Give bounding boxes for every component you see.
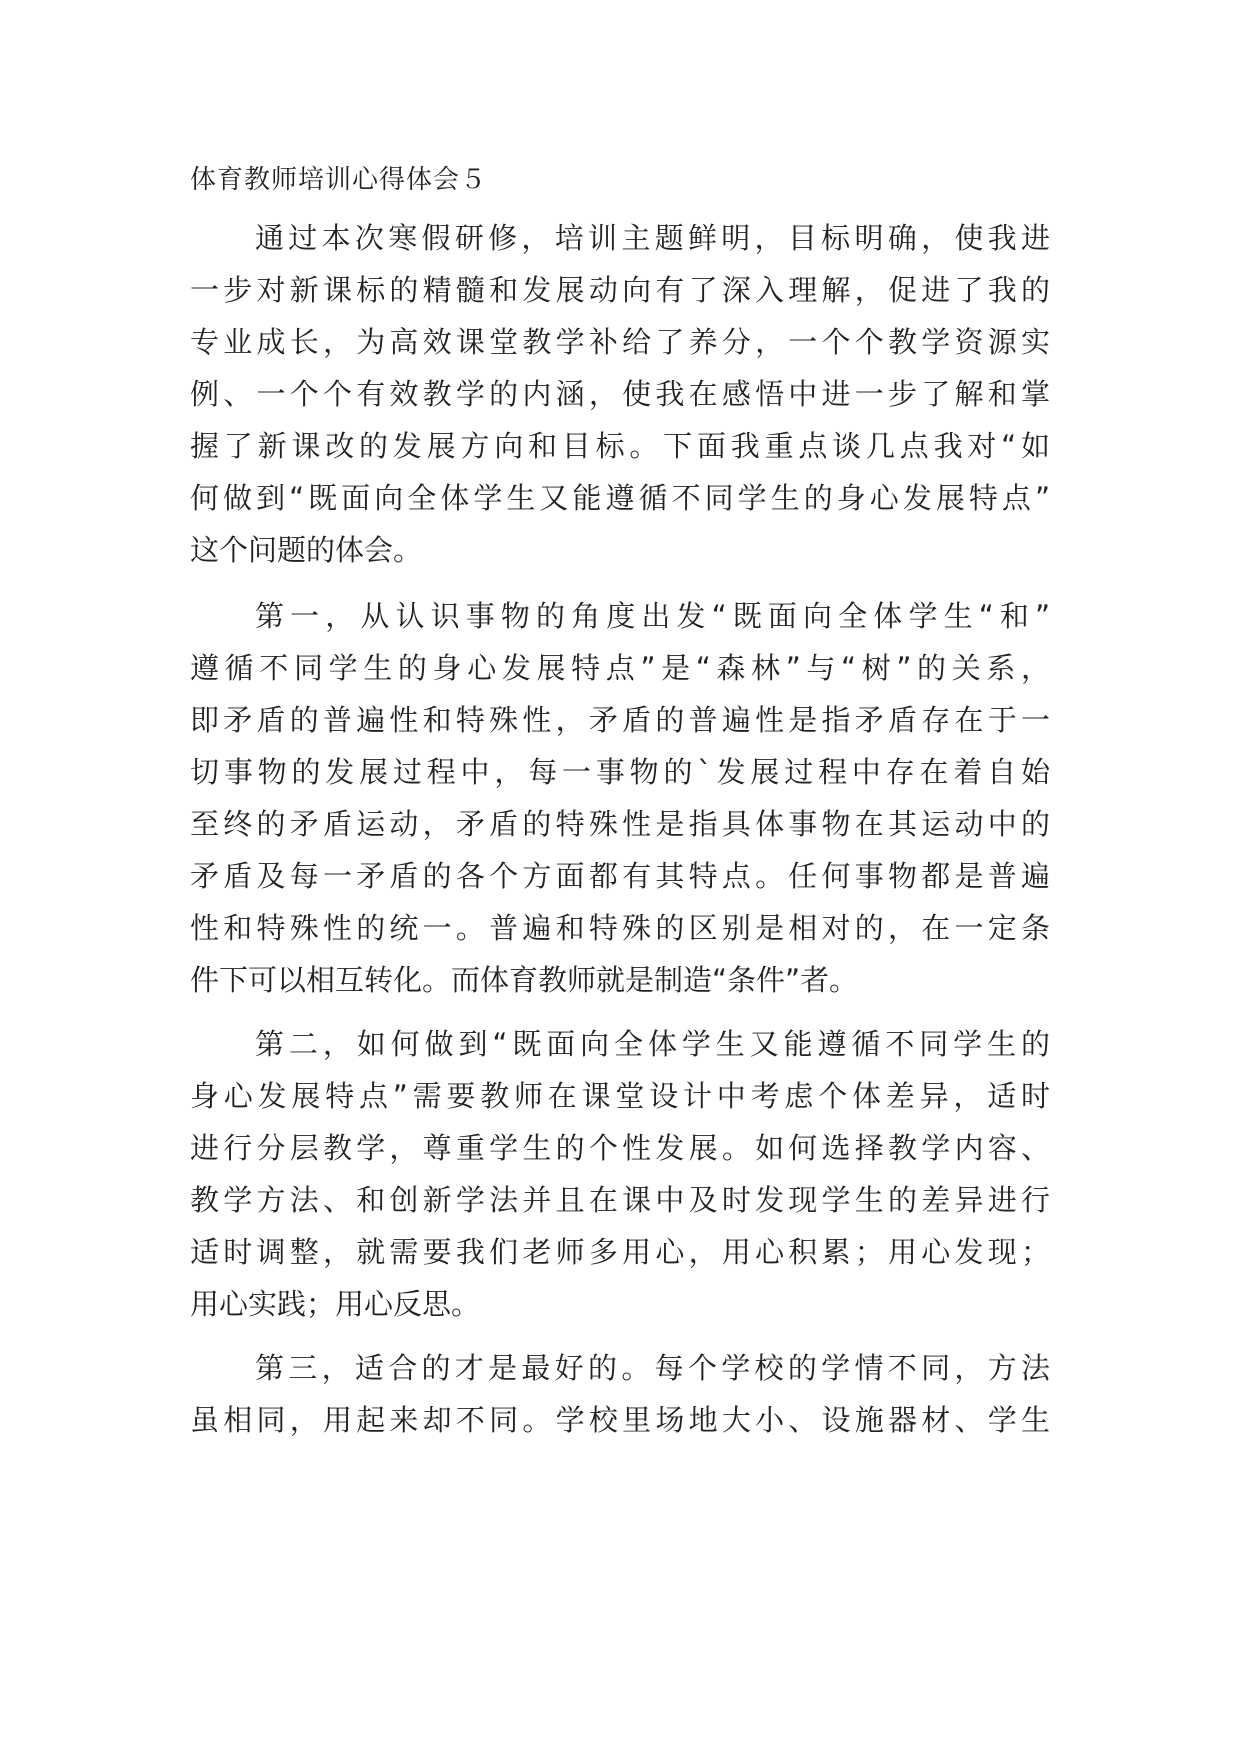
text-line: 遵循不同学生的身心发展特点”是“森林”与“树”的关系，: [190, 651, 1050, 685]
text-line: 教学方法、和创新学法并且在课中及时发现学生的差异进行: [190, 1183, 1050, 1217]
text-line: 至终的矛盾运动，矛盾的特殊性是指具体事物在其运动中的: [190, 807, 1050, 841]
text-line: 切事物的发展过程中，每一事物的`发展过程中存在着自始: [190, 755, 1050, 789]
text-line: 握了新课改的发展方向和目标。下面我重点谈几点我对“如: [190, 429, 1050, 463]
text-line: 何做到“既面向全体学生又能遵循不同学生的身心发展特点”: [190, 481, 1050, 515]
text-line: 身心发展特点”需要教师在课堂设计中考虑个体差异，适时: [190, 1079, 1050, 1113]
text-line: 虽相同，用起来却不同。学校里场地大小、设施器材、学生: [190, 1403, 1050, 1437]
text-line: 通过本次寒假研修，培训主题鲜明，目标明确，使我进: [255, 221, 1050, 255]
text-line: 第二，如何做到“既面向全体学生又能遵循不同学生的: [255, 1027, 1050, 1061]
text-line: 用心实践；用心反思。: [190, 1287, 481, 1321]
text-line: 例、一个个有效教学的内涵，使我在感悟中进一步了解和掌: [190, 377, 1050, 411]
text-line: 矛盾及每一矛盾的各个方面都有其特点。任何事物都是普遍: [190, 859, 1050, 893]
text-line: 一步对新课标的精髓和发展动向有了深入理解，促进了我的: [190, 273, 1050, 307]
text-line: 性和特殊性的统一。普遍和特殊的区别是相对的，在一定条: [190, 911, 1050, 945]
text-line: 适时调整，就需要我们老师多用心，用心积累；用心发现；: [190, 1235, 1050, 1269]
text-line: 第一，从认识事物的角度出发“既面向全体学生“和”: [255, 599, 1050, 633]
text-line: 件下可以相互转化。而体育教师就是制造“条件”者。: [190, 963, 859, 997]
text-line: 进行分层教学，尊重学生的个性发展。如何选择教学内容、: [190, 1131, 1050, 1165]
text-line: 第三，适合的才是最好的。每个学校的学情不同，方法: [255, 1351, 1050, 1385]
text-line: 专业成长，为高效课堂教学补给了养分，一个个教学资源实: [190, 325, 1050, 359]
text-line: 这个问题的体会。: [190, 533, 423, 567]
document-title: 体育教师培训心得体会５: [190, 165, 488, 195]
text-line: 即矛盾的普遍性和特殊性，矛盾的普遍性是指矛盾存在于一: [190, 703, 1050, 737]
